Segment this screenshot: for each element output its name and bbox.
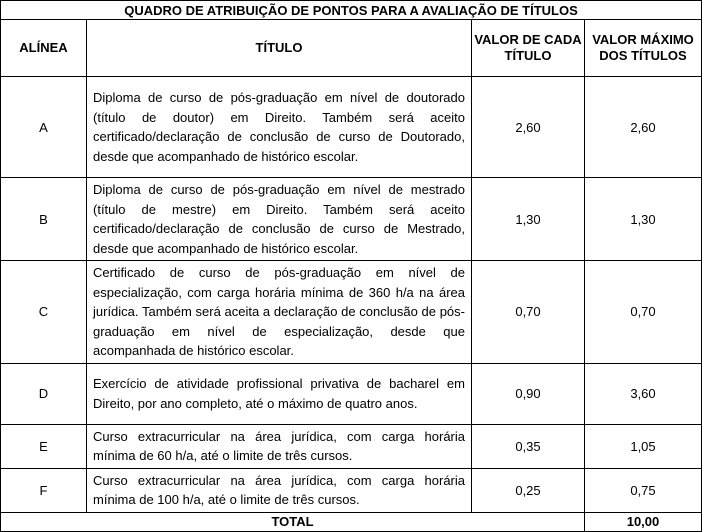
table-row [1,77,702,178]
table-title: QUADRO DE ATRIBUIÇÃO DE PONTOS PARA A AVALIAÇÃO DE TÍTULOS [1,1,702,20]
row-titulo: Curso extracurricular na área jurídica, com carga horária mínima de 60 h/a, até o limite de três cursos. [87,424,472,468]
row-titulo: Diploma de curso de pós-graduação em nível de doutorado (título de doutor) em Direito. Também será aceito certificado/declaração de conclusão de curso de Doutorado, desde que acompanhado de histórico escolar. [87,77,472,178]
table-row [1,261,702,364]
row-valor-cada: 0,25 [472,468,585,512]
table-row [1,468,702,512]
row-alinea: E [1,424,87,468]
row-valor-maximo: 1,30 [585,178,702,261]
row-titulo: Exercício de atividade profissional privativa de bacharel em Direito, por ano completo, até o máximo de quatro anos. [87,363,472,424]
total-label: TOTAL [1,512,585,531]
row-alinea: A [1,77,87,178]
row-valor-cada: 0,35 [472,424,585,468]
row-alinea: B [1,178,87,261]
row-alinea: F [1,468,87,512]
row-alinea: D [1,363,87,424]
table-row [1,178,702,261]
row-titulo: Certificado de curso de pós-graduação em nível de especialização, com carga horária mínima de 360 h/a na área jurídica. Também será aceita a declaração de conclusão de pós-graduação em nível de especialização, desde que acompanhada de histórico escolar. [87,261,472,364]
row-valor-cada: 0,90 [472,363,585,424]
header-titulo: TÍTULO [87,20,472,77]
row-valor-maximo: 0,70 [585,261,702,364]
header-valor-maximo: VALOR MÁXIMO DOS TÍTULOS [585,20,702,77]
header-alinea: ALÍNEA [1,20,87,77]
total-row [1,512,702,531]
row-valor-maximo: 0,75 [585,468,702,512]
table-row [1,363,702,424]
row-valor-maximo: 2,60 [585,77,702,178]
row-valor-cada: 1,30 [472,178,585,261]
table-row [1,424,702,468]
row-alinea: C [1,261,87,364]
header-valor-cada: VALOR DE CADA TÍTULO [472,20,585,77]
row-valor-cada: 0,70 [472,261,585,364]
row-valor-maximo: 3,60 [585,363,702,424]
row-valor-maximo: 1,05 [585,424,702,468]
total-value: 10,00 [585,512,702,531]
row-titulo: Curso extracurricular na área jurídica, com carga horária mínima de 100 h/a, até o limite de três cursos. [87,468,472,512]
row-valor-cada: 2,60 [472,77,585,178]
row-titulo: Diploma de curso de pós-graduação em nível de mestrado (título de mestre) em Direito. Também será aceito certificado/declaração de conclusão de curso de Mestrado, desde que acompanhado de histórico escolar. [87,178,472,261]
